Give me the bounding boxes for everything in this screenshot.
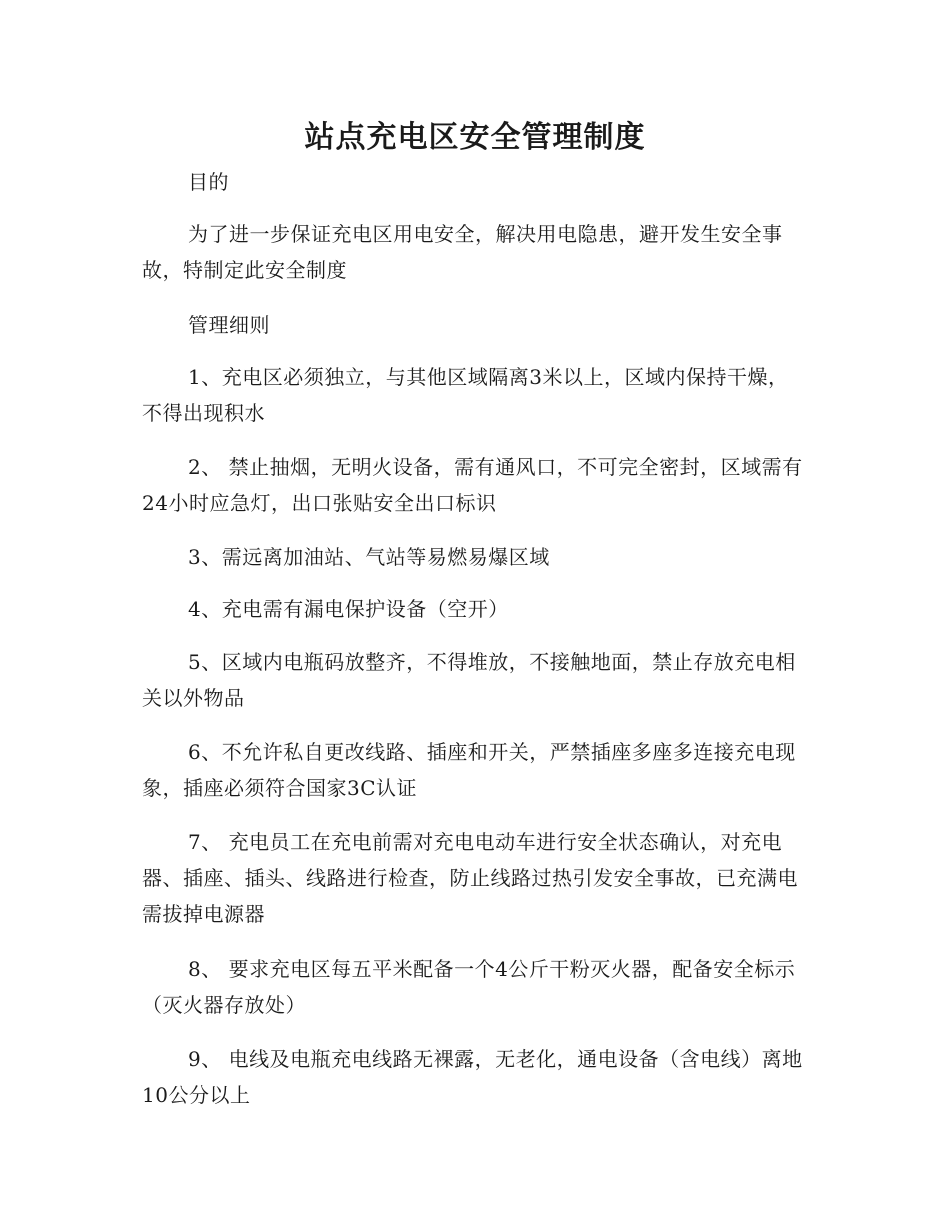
rule-item-2: 2、 禁止抽烟，无明火设备，需有通风口，不可完全密封，区域需有24小时应急灯，出口张贴安全出口标识: [142, 455, 803, 515]
rule-item-8: 8、 要求充电区每五平米配备一个4公斤干粉灭火器，配备安全标示（灭火器存放处）: [142, 957, 796, 1017]
rule-item-1: 1、充电区必须独立，与其他区域隔离3米以上，区域内保持干燥，不得出现积水: [142, 365, 789, 425]
rule-item-9: 9、 电线及电瓶充电线路无裸露，无老化，通电设备（含电线）离地10公分以上: [142, 1047, 803, 1107]
rule-item-3: 3、需远离加油站、气站等易燃易爆区域: [188, 545, 550, 569]
rule-item-5: 5、区域内电瓶码放整齐，不得堆放，不接触地面，禁止存放充电相关以外物品: [142, 650, 796, 710]
rule-item-7: 7、 充电员工在充电前需对充电电动车进行安全状态确认，对充电器、插座、插头、线路进行检查，防止线路过热引发安全事故，已充满电需拔掉电源器: [142, 830, 798, 926]
section-heading-rules: 管理细则: [188, 313, 270, 337]
purpose-paragraph: 为了进一步保证充电区用电安全，解决用电隐患，避开发生安全事故，特制定此安全制度: [142, 222, 783, 282]
rule-item-4: 4、充电需有漏电保护设备（空开）: [188, 597, 509, 621]
rule-item-6: 6、不允许私自更改线路、插座和开关，严禁插座多座多连接充电现象，插座必须符合国家3C认证: [142, 740, 796, 800]
section-heading-purpose: 目的: [188, 170, 229, 194]
document-title: 站点充电区安全管理制度: [304, 120, 646, 155]
